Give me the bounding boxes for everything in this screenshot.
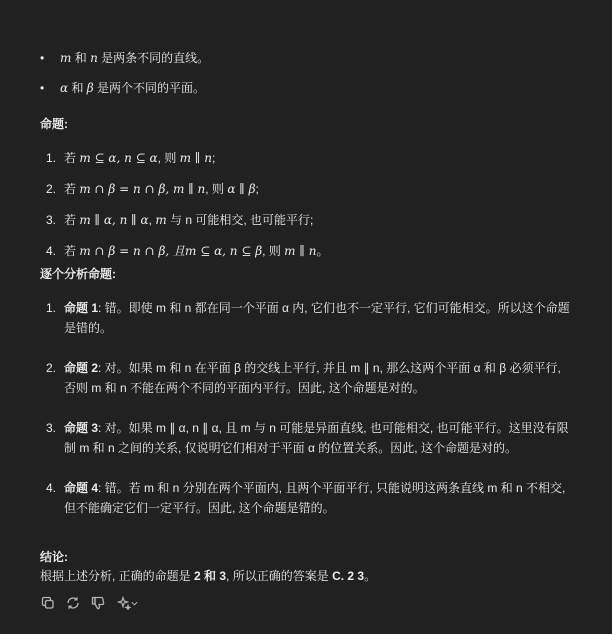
conclusion-text bbox=[40, 566, 580, 586]
analysis-text: : 错。若 m 和 n 分别在两个平面内, 且两个平面平行, 只能说明这两条直线 m 和 n 不相交, 但不能确定它们一定平行。因此, 这个命题是错的。 bbox=[64, 481, 566, 515]
list-number: 3. bbox=[46, 421, 57, 435]
math-var: α bbox=[60, 81, 69, 95]
analysis-item bbox=[40, 418, 570, 458]
prop-text: ; bbox=[255, 182, 259, 196]
math-expr: m ∥ n bbox=[284, 244, 317, 258]
premise-text: 是两条不同的直线。 bbox=[97, 51, 210, 65]
math-expr: m bbox=[155, 213, 167, 227]
math-expr: m ⊆ α, n ⊆ α bbox=[79, 151, 158, 165]
math-expr: m ∥ n bbox=[179, 151, 212, 165]
copy-icon bbox=[41, 596, 55, 610]
analysis-list bbox=[40, 298, 570, 538]
analysis-label: 命题 3 bbox=[64, 421, 99, 435]
conclusion-heading: 结论: bbox=[40, 550, 68, 564]
list-number: 4. bbox=[46, 481, 57, 495]
proposition-item bbox=[40, 148, 328, 168]
proposition-item bbox=[40, 241, 328, 261]
math-var: m bbox=[60, 51, 72, 65]
prop-text: 若 bbox=[64, 244, 80, 258]
proposition-item bbox=[40, 210, 328, 230]
prop-text: , 则 bbox=[262, 244, 285, 258]
proposition-item bbox=[40, 179, 328, 199]
list-number: 1. bbox=[46, 301, 57, 315]
prop-text: 若 bbox=[64, 213, 80, 227]
prop-text: , 则 bbox=[157, 151, 180, 165]
conclusion-bold: 2 和 3 bbox=[194, 569, 227, 583]
prop-text: , 则 bbox=[205, 182, 228, 196]
chevron-down-icon bbox=[131, 600, 138, 607]
premise-text: 是两个不同的平面。 bbox=[93, 81, 206, 95]
math-expr: m ∩ β = n ∩ β, m ∥ n bbox=[79, 182, 206, 196]
premise-item bbox=[40, 48, 580, 68]
analysis-item bbox=[40, 298, 570, 338]
list-number: 1. bbox=[46, 151, 57, 165]
prop-text: 若 bbox=[64, 182, 80, 196]
analysis-text: : 错。即使 m 和 n 都在同一个平面 α 内, 它们也不一定平行, 它们可能相交。所以这个命题是错的。 bbox=[64, 301, 570, 335]
math-var: n bbox=[90, 51, 98, 65]
prop-text: 若 bbox=[64, 151, 80, 165]
premise-text: 和 bbox=[68, 81, 87, 95]
proposition-list bbox=[40, 148, 328, 272]
math-expr: m ∩ β = n ∩ β, 且m ⊆ α, n ⊆ β bbox=[79, 244, 263, 258]
analysis-label: 命题 4 bbox=[64, 481, 99, 495]
regenerate-icon bbox=[66, 596, 80, 610]
premise-item bbox=[40, 78, 580, 98]
prop-text: ; bbox=[211, 151, 216, 165]
conclusion-answer: C. 2 3 bbox=[332, 569, 365, 583]
conclusion-part: 。 bbox=[364, 569, 377, 583]
analysis-heading: 逐个分析命题: bbox=[40, 267, 116, 281]
thumbs-down-button[interactable] bbox=[90, 595, 106, 611]
analysis-text: : 对。如果 m ∥ α, n ∥ α, 且 m 与 n 可能是异面直线, 也可能相交, 也可能平行。这里没有限制 m 和 n 之间的关系, 仅说明它们相对于平面 α 的位置关系。因此, 这个命题是对的。 bbox=[64, 421, 569, 455]
message-actions bbox=[40, 595, 139, 611]
premise-text: 和 bbox=[71, 51, 91, 65]
regenerate-button[interactable] bbox=[65, 595, 81, 611]
prop-text: , bbox=[148, 213, 156, 227]
math-var: β bbox=[86, 81, 94, 95]
model-switch-button[interactable] bbox=[115, 595, 139, 611]
list-number: 3. bbox=[46, 213, 57, 227]
copy-button[interactable] bbox=[40, 595, 56, 611]
analysis-text: : 对。如果 m 和 n 在平面 β 的交线上平行, 并且 m ∥ n, 那么这两个平面 α 和 β 必须平行, 否则 m 和 n 不能在两个不同的平面内平行。因此, 这个命题是对的。 bbox=[64, 361, 561, 395]
list-number: 4. bbox=[46, 244, 57, 258]
analysis-label: 命题 2 bbox=[64, 361, 99, 375]
list-number: 2. bbox=[46, 182, 57, 196]
premise-list bbox=[40, 48, 580, 108]
conclusion-part: 根据上述分析, 正确的命题是 bbox=[40, 569, 195, 583]
propositions-heading: 命题: bbox=[40, 117, 68, 131]
analysis-item bbox=[40, 478, 570, 518]
math-expr: m ∥ α, n ∥ α bbox=[79, 213, 149, 227]
conclusion-part: , 所以正确的答案是 bbox=[226, 569, 333, 583]
prop-text: 与 n 可能相交, 也可能平行; bbox=[166, 213, 314, 227]
analysis-item bbox=[40, 358, 570, 398]
prop-text: 。 bbox=[316, 244, 329, 258]
thumbs-down-icon bbox=[91, 596, 105, 610]
analysis-label: 命题 1 bbox=[64, 301, 99, 315]
math-expr: α ∥ β bbox=[227, 182, 256, 196]
list-number: 2. bbox=[46, 361, 57, 375]
sparkle-icon bbox=[117, 596, 131, 610]
